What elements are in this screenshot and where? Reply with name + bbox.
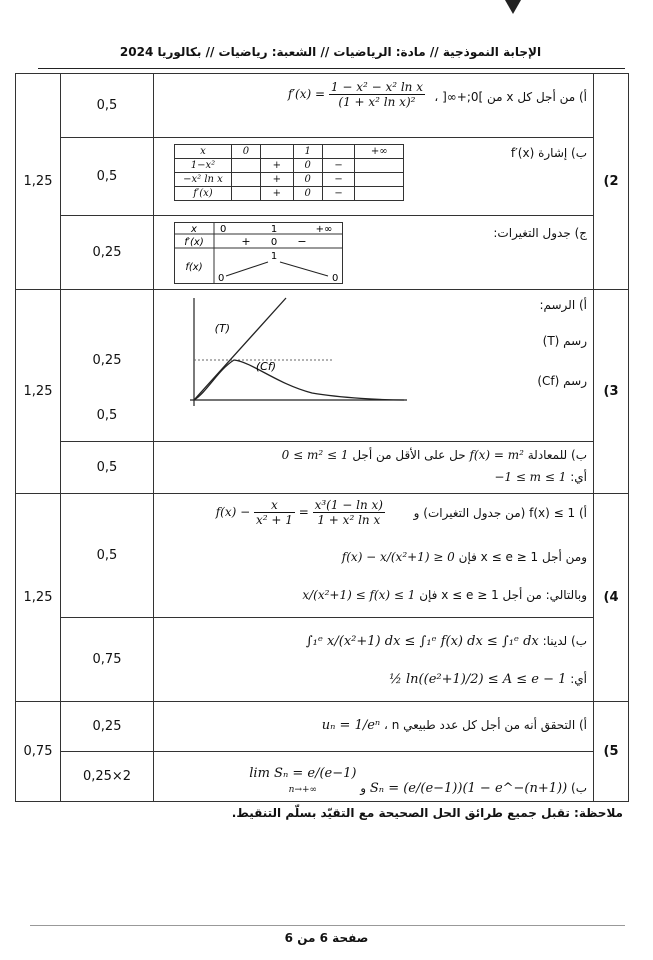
q2a-num: 1 − x² − x² ln x: [330, 80, 423, 94]
sign-cell: +∞: [355, 145, 404, 159]
sign-row: [175, 159, 404, 173]
q3a-body: [154, 290, 594, 442]
q3b-ineq2: −1 ≤ m ≤ 1: [494, 470, 567, 484]
q3a-points-t: 0,25: [92, 352, 122, 368]
q4a-ineq2: f(x) − x/(x²+1) ≥ 0: [341, 550, 455, 564]
q3b-line2: [494, 470, 587, 484]
page-header: الإجابة النموذجية // مادة: الرياضيات // الشعبة: رياضيات // بكالوريا 2024: [119, 45, 542, 59]
q5b-points: 0,25×2: [61, 752, 154, 802]
q5a-points: 0,25: [61, 702, 154, 752]
vt-fp: f′(x): [184, 237, 204, 248]
q2a-lhs: f′(x) =: [287, 87, 326, 101]
q5b-sn: Sₙ = (e/(e−1))(1 − e^−(n+1)): [369, 781, 568, 796]
vt-plus: +: [241, 235, 251, 248]
vt-x1: 1: [270, 224, 278, 235]
sign-cell: [355, 159, 404, 173]
footer-rule: [30, 925, 625, 926]
q2b-label: ب) إشارة f′(x): [510, 146, 587, 160]
vt-fleft: 0: [218, 273, 225, 284]
q4-number: (4: [594, 494, 629, 702]
sign-cell: −: [322, 173, 355, 187]
q2c-row: [16, 216, 629, 290]
q5b-and: و: [360, 781, 367, 795]
sign-cell: −: [322, 159, 355, 173]
q4a-fden: x² + 1: [255, 513, 293, 527]
vt-xinf: +∞: [315, 224, 333, 235]
q5a-body: [154, 702, 594, 752]
q4b-line1: [306, 634, 587, 649]
q4a-line3: [302, 588, 587, 602]
q4-total: 1,25: [16, 494, 61, 702]
q4a-points: 0,5: [61, 494, 154, 618]
q3-number: (3: [594, 290, 629, 494]
q5b-text: ب): [571, 781, 587, 795]
q2b-body: [154, 138, 594, 216]
q2a-label: أ) من أجل كل x من ]0;+∞[ ،: [434, 90, 587, 104]
q2b-points: 0,5: [61, 138, 154, 216]
vt-fmax: 1: [270, 251, 278, 262]
q5-number: (5: [594, 702, 629, 802]
tangent-T: [194, 298, 286, 400]
vt-minus: −: [297, 235, 307, 248]
sign-cell: −: [322, 187, 355, 201]
q5a-eq: uₙ = 1/eⁿ: [321, 718, 381, 733]
q4b-text2: أي:: [570, 672, 587, 686]
q4a-body: [154, 494, 594, 618]
q3b-body: [154, 442, 594, 494]
graph-svg: [182, 296, 412, 408]
sign-cell: f′(x): [175, 187, 232, 201]
q4b-line2: [389, 672, 587, 687]
q2a-points: 0,5: [61, 74, 154, 138]
q4a-row: [16, 494, 629, 618]
sign-table: [174, 144, 404, 201]
q2a-den: (1 + x² ln x)²: [338, 95, 416, 109]
q3b-text-b: حل على الأقل من أجل: [352, 448, 466, 462]
q4a-text3: وبالتالي: من أجل 1 ≤ x ≤ e فإن: [419, 588, 587, 602]
q3b-points: 0,5: [61, 442, 154, 494]
q4b-result: ½ ln((e²+1)/2) ≤ A ≤ e − 1: [389, 672, 567, 687]
q3a-label: أ) الرسم:: [539, 298, 587, 312]
q5a-line: [322, 718, 587, 733]
q2c-body: [154, 216, 594, 290]
vt-arrow-up: [226, 262, 268, 276]
graph-Cf-label: (Cf): [255, 360, 276, 373]
q4a-lhs: f(x) −: [215, 505, 254, 519]
q5-total: 0,75: [16, 702, 61, 802]
sign-cell: +: [260, 173, 293, 187]
corner-mark: [505, 0, 521, 14]
q4a-text2: ومن أجل 1 ≤ x ≤ e فإن: [458, 550, 587, 564]
sign-row: [175, 145, 404, 159]
q4b-points: 0,75: [61, 618, 154, 702]
vt-f: f(x): [185, 262, 203, 273]
q5b-limit: [249, 766, 356, 796]
q4a-rnum: x³(1 − ln x): [314, 498, 383, 512]
variation-svg: [174, 222, 344, 284]
vt-arrow-down: [280, 262, 328, 276]
sign-cell: x: [175, 145, 232, 159]
vt-x0: 0: [220, 224, 227, 235]
q4b-row: [16, 618, 629, 702]
q4a-ineq3: x/(x²+1) ≤ f(x) ≤ 1: [302, 588, 416, 602]
q4a-frac2: [313, 498, 385, 527]
q2a-formula: [288, 80, 425, 109]
q5b-lim: lim Sₙ = e/(e−1): [249, 766, 357, 781]
q3b-text-a: ب) للمعادلة: [527, 448, 587, 462]
sign-cell: 1−x²: [175, 159, 232, 173]
sign-cell: [355, 187, 404, 201]
q2-total: 1,25: [16, 74, 61, 290]
q4a-frac1: [254, 498, 295, 527]
q4b-text1: ب) لدينا:: [542, 634, 587, 648]
sign-cell: 0: [293, 159, 322, 173]
q3a-cf-label: رسم (Cf): [537, 374, 587, 388]
vt-zero: 0: [270, 237, 278, 248]
sign-cell: +: [260, 159, 293, 173]
answer-table: [15, 73, 629, 802]
q2-number: (2: [594, 74, 629, 290]
sign-cell: 1: [293, 145, 322, 159]
graph-T-label: (T): [214, 322, 230, 335]
q4b-body: [154, 618, 594, 702]
sign-row: [175, 173, 404, 187]
q4a-rden: 1 + x² ln x: [317, 513, 381, 527]
sign-cell: 0: [232, 145, 261, 159]
q5b-body: [154, 752, 594, 802]
page-footer: صفحة 6 من 6: [284, 931, 369, 945]
q5a-text: أ) التحقق أنه من أجل كل عدد طبيعي n ،: [384, 718, 587, 732]
grading-note: ملاحظة: تقبل جميع طرائق الحل الصحيحة مع التقيّد بسلّم التنقيط.: [231, 806, 623, 820]
q3b-eq: f(x) = m²: [469, 448, 524, 462]
vt-fright: 0: [332, 273, 339, 284]
sign-cell: [232, 173, 261, 187]
q2c-label: ج) جدول التغيرات:: [493, 226, 587, 240]
q2c-points: 0,25: [61, 216, 154, 290]
q4a-eqsign: =: [294, 505, 313, 519]
q5b-row: [16, 752, 629, 802]
q3a-points-cf: 0,5: [96, 407, 118, 423]
vt-x: x: [191, 224, 197, 235]
q5b-line: [249, 766, 587, 796]
q2a-body: [154, 74, 594, 138]
q3a-t-label: رسم (T): [542, 334, 587, 348]
q3b-ineq: 0 ≤ m² ≤ 1: [281, 448, 349, 462]
q3b-line1: [282, 448, 587, 462]
q4a-fnum: x: [254, 498, 295, 513]
q5a-row: [16, 702, 629, 752]
q3b-row: [16, 442, 629, 494]
sign-cell: [260, 145, 293, 159]
q3a-points: [61, 290, 154, 442]
sign-cell: +: [260, 187, 293, 201]
sign-cell: [232, 159, 261, 173]
sign-cell: [322, 145, 355, 159]
q3b-text-c: أي:: [570, 470, 587, 484]
variation-table: [174, 222, 344, 284]
q2b-row: [16, 138, 629, 216]
q3a-row: [16, 290, 629, 442]
sign-cell: [355, 173, 404, 187]
sign-cell: 0: [293, 173, 322, 187]
q4a-line2: [342, 550, 587, 564]
q5b-limsub: n→+∞: [288, 785, 318, 795]
sign-cell: −x² ln x: [175, 173, 232, 187]
header-rule: [38, 68, 625, 69]
q4b-integral: ∫₁ᵉ x/(x²+1) dx ≤ ∫₁ᵉ f(x) dx ≤ ∫₁ᵉ dx: [305, 634, 539, 649]
sign-cell: [232, 187, 261, 201]
q3-total: 1,25: [16, 290, 61, 494]
q4a-line1: أ) f(x) ≤ 1 (من جدول التغيرات) و: [413, 506, 587, 520]
sign-row: [175, 187, 404, 201]
q4a-identity: [216, 498, 385, 527]
q2a-fraction: [329, 80, 425, 109]
sign-cell: 0: [293, 187, 322, 201]
q2a-row: [16, 74, 629, 138]
